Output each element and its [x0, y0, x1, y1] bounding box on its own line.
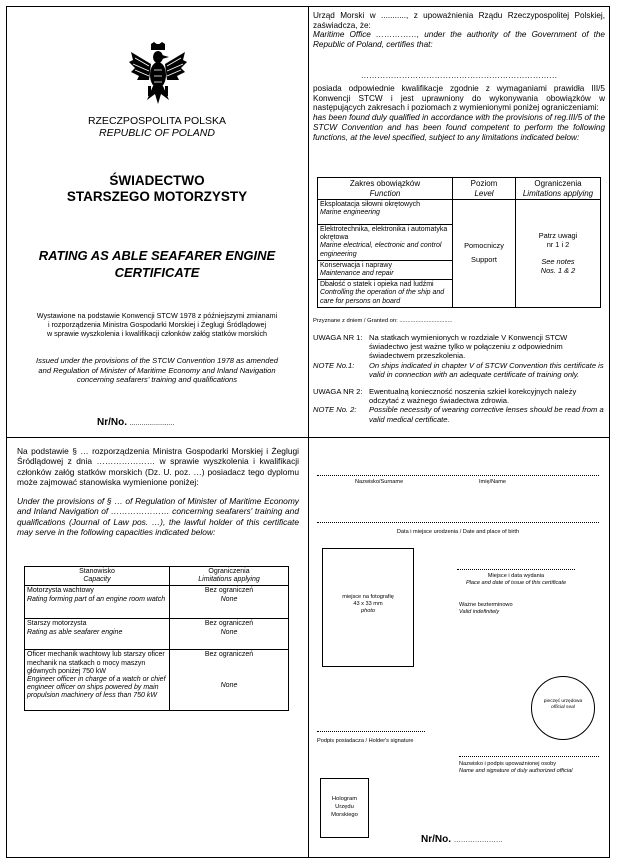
certification-intro — [313, 11, 605, 50]
polish-eagle-emblem — [129, 42, 187, 104]
cap-limitations-header-pl: Ograniczenia — [208, 568, 250, 575]
certificate-number — [97, 417, 175, 428]
given-name-label: Imię/Name — [479, 479, 507, 485]
nr-label: Nr/No. — [97, 417, 127, 428]
function-en: Maintenance and repair — [320, 270, 394, 278]
republic-pl: RZECZPOSPOLITA POLSKA — [87, 115, 227, 127]
issue-label — [449, 573, 583, 587]
nr-field-2[interactable]: ………………… — [453, 837, 503, 844]
note-1-pl — [313, 333, 605, 361]
capacity-cell — [25, 650, 170, 711]
function-en: Marine engineering — [320, 209, 380, 217]
seal-label-en: official seal — [551, 705, 575, 710]
note-1-en — [313, 361, 605, 379]
limitations-pl-1: Patrz uwagi — [538, 231, 578, 241]
issued-pl-line-1: Wystawione na podstawie Konwencji STCW 1978 z późniejszymi zmianami — [36, 311, 278, 320]
official-signature-line[interactable] — [459, 756, 599, 757]
cap-limitation-pl: Bez ograniczeń — [204, 620, 254, 628]
issued-pl-line-2: i rozporządzenia Ministra Gospodarki Morskiej i Żeglugi Śródlądowej — [47, 320, 267, 329]
level-en: Support — [471, 255, 497, 265]
nr-field[interactable]: ....................... — [129, 420, 175, 427]
cap-limitation-cell — [170, 619, 289, 650]
function-header-en: Function — [369, 188, 401, 198]
capacities-table-header — [25, 567, 289, 586]
validity-en: Valid indefinitely — [459, 609, 500, 615]
capacities-intro-pl: Na podstawie § … rozporządzenia Ministra Gospodarki Morskiej i Żeglugi Śródlądowej z dnia ………………… w sprawie wyszkolenia i kwalifikacji członków załóg statków morskich (Dz. U. poz. …) posiadacz tego dyplomu może zajmować stanowiska wymienione poniżej: — [17, 446, 299, 487]
photo-size: 43 x 33 mm — [353, 601, 383, 607]
cover-page — [7, 7, 307, 436]
capacity-en: Rating forming part of an engine room watch — [27, 595, 166, 603]
name-line[interactable] — [317, 475, 599, 476]
capacity-en: Rating as able seafarer engine — [27, 628, 123, 636]
holder-page — [309, 438, 609, 857]
functions-table — [317, 177, 601, 308]
issue-line[interactable] — [457, 569, 575, 570]
cap-limitation-cell — [170, 650, 289, 711]
capacity-header-pl: Stanowisko — [79, 568, 115, 575]
capacities-table — [24, 566, 289, 711]
granted-on[interactable]: Przyznane z dniem / Granted on: ................................. — [313, 318, 453, 324]
note-2 — [313, 387, 605, 424]
issue-label-pl: Miejsce i data wydania — [487, 573, 545, 579]
body-pl: posiada odpowiednie kwalifikacje zgodnie z wymaganiami prawidła III/5 Konwencji STCW i jest uprawniony do wykonywania obowiązków w następujących zakresach i poziomach z wymienionymi poniżej ograniczeniami: — [313, 84, 605, 113]
title-en-line-2: CERTIFICATE — [114, 265, 200, 280]
function-header-pl: Zakres obowiązków — [349, 179, 421, 188]
official-seal-circle — [531, 676, 595, 740]
holder-name-dots: ……………………………………………………………… — [360, 71, 558, 80]
body-en: has been found duly qualified in accordance with the provisions of reg.III/5 of the STCW Convention and has been found competent to perform the following functions, at the level specified, subject to any limitations indicated below: — [313, 113, 605, 142]
function-cell — [318, 260, 453, 279]
limitations-pl-2: nr 1 i 2 — [546, 240, 570, 250]
capacities-intro-en: Under the provisions of § … of Regulation of Minister of Maritime Economy and Inland Navigation of ………………… concerning seafarers' training and qualifications (Journal of Law pos. …), the lawful holder of this certificate may serve in the following capacities indicated below: — [17, 496, 299, 538]
note-2-label-pl: UWAGA NR 2: — [313, 387, 363, 396]
holder-signature-label: Podpis posiadacza / Holder's signature — [317, 738, 414, 744]
certificate-title-en — [27, 247, 287, 281]
photo-label-pl: miejsce na fotografię — [342, 594, 394, 600]
holder-certificate-number — [421, 834, 503, 845]
birth-label: Data i miejsce urodzenia / Date and place of birth — [396, 529, 520, 535]
cap-limitation-pl: Bez ograniczeń — [204, 651, 254, 659]
holder-name-field[interactable] — [313, 71, 605, 81]
nr-label-2: Nr/No. — [421, 834, 451, 845]
level-pl: Pomocniczy — [464, 241, 504, 251]
function-cell — [318, 225, 453, 261]
note-2-text-pl: Ewentualną konieczność noszenia szkieł korekcyjnych należy odczytać z ważnego świadectwa zdrowia. — [369, 387, 577, 406]
table-row — [318, 200, 601, 225]
cap-limitation-pl: Bez ograniczeń — [204, 587, 254, 595]
certificate-title-pl — [7, 173, 307, 205]
table-row — [25, 650, 289, 711]
capacity-cell — [25, 619, 170, 650]
cap-limitation-en: None — [220, 628, 238, 636]
note-2-pl — [313, 387, 605, 405]
hologram-label-1: Hologram — [331, 796, 358, 802]
issued-under-en — [25, 356, 289, 385]
seal-label-pl: pieczęć urzędowa — [543, 699, 583, 704]
capacity-en: Engineer officer in charge of a watch or chief engineer officer on ships powered by main propulsion machinery of less than 750 kW — [27, 676, 166, 700]
capacity-pl: Oficer mechanik wachtowy lub starszy oficer mechanik na statkach o mocy maszyn głównych poniżej 750 kW — [27, 651, 165, 675]
validity-pl: Ważne bezterminowo — [459, 602, 513, 608]
capacity-col-header — [25, 567, 170, 586]
limitations-header-en: Limitations applying — [522, 188, 594, 198]
capacity-cell — [25, 586, 170, 619]
cap-limitations-col-header — [170, 567, 289, 586]
limitations-en-2: Nos. 1 & 2 — [540, 266, 576, 276]
title-en-line-1: RATING AS ABLE SEAFARER ENGINE — [38, 248, 276, 263]
cap-limitations-header-en: Limitations applying — [198, 576, 260, 584]
issue-label-en: Place and date of issue of this certificate — [465, 580, 567, 586]
note-2-en — [313, 405, 605, 423]
hologram-label-3: Morskiego — [331, 812, 358, 818]
capacity-header-en: Capacity — [83, 576, 111, 584]
limitations-header-pl: Ograniczenia — [534, 179, 582, 188]
intro-en: Maritime Office ……………, under the authority of the Government of the Republic of Poland, certifies that: — [313, 30, 605, 50]
photo-label-en: photo — [361, 608, 375, 614]
limitations-cell — [516, 200, 601, 308]
issued-under-pl — [19, 311, 295, 338]
note-1 — [313, 333, 605, 379]
official-label-en: Name and signature of duly authorized official — [459, 768, 573, 774]
issued-en-line-2: and Regulation of Minister of Maritime Economy and Inland Navigation — [38, 365, 276, 375]
functions-page — [309, 7, 609, 436]
function-col-header — [318, 178, 453, 200]
issued-en-line-3: concerning seafarers' training and qualifications — [76, 375, 238, 384]
cap-limitation-en: None — [220, 595, 238, 603]
qualification-statement — [313, 84, 605, 142]
level-header-pl: Poziom — [470, 179, 498, 188]
function-cell — [318, 280, 453, 308]
issued-en-line-1: Issued under the provisions of the STCW Convention 1978 as amended — [36, 356, 278, 365]
limitations-col-header — [516, 178, 601, 200]
official-label-pl: Nazwisko i podpis upoważnionej osoby — [459, 761, 557, 767]
function-pl: Konserwacja i naprawy — [320, 261, 392, 269]
holder-signature-line[interactable] — [317, 731, 425, 732]
issued-pl-line-3: w sprawie wyszkolenia i kwalifikacji członków załóg statków morskich — [46, 329, 268, 338]
intro-pl: Urząd Morski w ..........., z upoważnienia Rządu Rzeczypospolitej Polskiej, zaświadcza, że: — [313, 11, 605, 30]
issuer-name — [7, 115, 307, 139]
note-1-label-pl: UWAGA NR 1: — [313, 333, 363, 342]
surname-label: Nazwisko/Surname — [355, 479, 404, 485]
hologram-box — [320, 778, 369, 838]
capacity-pl: Starszy motorzysta — [27, 620, 87, 628]
title-pl-line-1: ŚWIADECTWO — [109, 173, 205, 188]
function-pl: Elektrotechnika, elektronika i automatyka okrętowa — [320, 226, 448, 242]
birth-line[interactable] — [317, 522, 599, 523]
title-pl-line-2: STARSZEGO MOTORZYSTY — [66, 189, 248, 204]
hologram-label-2: Urzędu — [335, 804, 354, 810]
photo-box — [322, 548, 414, 667]
function-en: Marine electrical, electronic and control engineering — [320, 242, 442, 258]
function-cell — [318, 200, 453, 225]
level-header-en: Level — [474, 188, 494, 198]
note-1-label-en: NOTE No.1: — [313, 360, 355, 370]
table-row — [25, 586, 289, 619]
note-2-label-en: NOTE No. 2: — [313, 405, 357, 415]
republic-en: REPUBLIC OF POLAND — [99, 127, 215, 139]
cap-limitation-en: None — [220, 681, 238, 689]
note-1-text-pl: Na statkach wymienionych w rozdziale V Konwencji STCW świadectwo jest ważne tylko w połączeniu z odpowiednim świadectwem przeszkolenia. — [369, 333, 568, 361]
capacities-intro — [17, 446, 299, 537]
note-1-text-en: On ships indicated in chapter V of STCW Convention this certificate is valid in connection with an adequate certificate of training only. — [369, 360, 604, 379]
function-pl: Eksploatacja siłowni okrętowych — [320, 201, 420, 208]
cap-limitation-cell — [170, 586, 289, 619]
table-row — [25, 619, 289, 650]
level-col-header — [453, 178, 516, 200]
limitations-en-1: See notes — [541, 257, 575, 267]
validity — [459, 602, 513, 616]
functions-table-header — [318, 178, 601, 200]
capacity-pl: Motorzysta wachtowy — [27, 587, 94, 595]
level-cell — [453, 200, 516, 308]
official-signature-label — [459, 761, 573, 775]
function-en: Controlling the operation of the ship and care for persons on board — [320, 289, 445, 305]
capacities-page — [7, 438, 307, 857]
note-2-text-en: Possible necessity of wearing corrective lenses should be read from a valid medical certificate. — [369, 405, 604, 424]
function-pl: Dbałość o statek i opieka nad ludźmi — [320, 281, 434, 289]
